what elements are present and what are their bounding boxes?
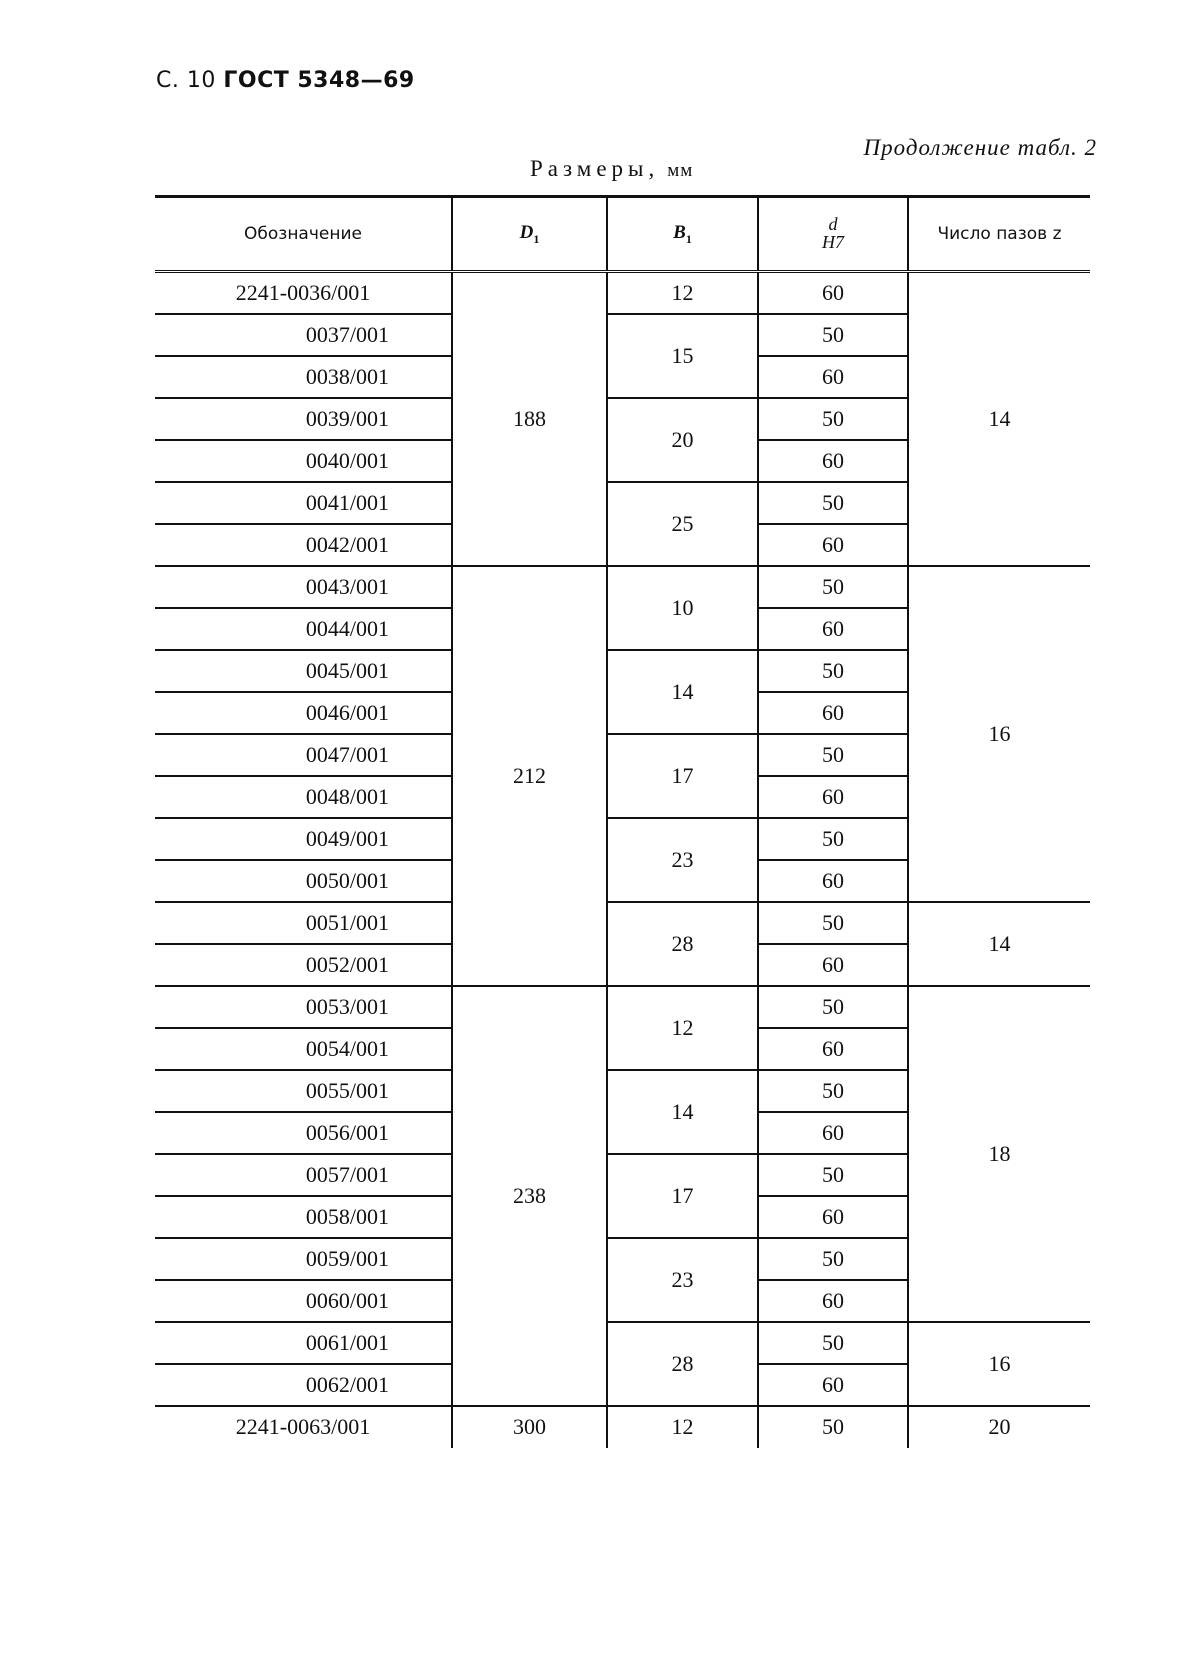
cell-d: 50 — [758, 902, 908, 944]
cell-b1: 12 — [607, 272, 758, 314]
cell-d: 60 — [758, 1364, 908, 1406]
cell-d: 60 — [758, 272, 908, 314]
cell-d1: 188 — [452, 272, 607, 566]
cell-designation: 2241-0063/001 — [155, 1406, 452, 1448]
cell-designation: 0056/001 — [155, 1112, 452, 1154]
table-row — [155, 1406, 1090, 1448]
cell-designation: 0038/001 — [155, 356, 452, 398]
cell-slots: 20 — [908, 1406, 1090, 1448]
cell-designation: 0037/001 — [155, 314, 452, 356]
col-d1-subscript: 1 — [533, 231, 540, 246]
cell-designation: 0051/001 — [155, 902, 452, 944]
cell-d: 60 — [758, 1280, 908, 1322]
cell-designation: 0046/001 — [155, 692, 452, 734]
cell-d: 50 — [758, 566, 908, 608]
cell-designation: 0060/001 — [155, 1280, 452, 1322]
cell-designation: 0042/001 — [155, 524, 452, 566]
cell-d: 50 — [758, 1070, 908, 1112]
cell-d: 60 — [758, 356, 908, 398]
cell-b1: 14 — [607, 650, 758, 734]
cell-designation: 0048/001 — [155, 776, 452, 818]
cell-b1: 28 — [607, 1322, 758, 1406]
page-number: С. 10 — [156, 68, 216, 93]
cell-b1: 23 — [607, 1238, 758, 1322]
cell-designation: 0052/001 — [155, 944, 452, 986]
cell-slots: 16 — [908, 1322, 1090, 1406]
cell-d: 60 — [758, 524, 908, 566]
col-d1-symbol: D — [519, 221, 534, 243]
table-row — [155, 272, 1090, 314]
caption-unit: мм — [667, 160, 694, 181]
standard-number: ГОСТ 5348—69 — [223, 68, 415, 93]
cell-d: 60 — [758, 1028, 908, 1070]
col-d1 — [452, 197, 607, 272]
cell-designation: 0059/001 — [155, 1238, 452, 1280]
table-row — [155, 902, 1090, 944]
cell-d: 50 — [758, 1322, 908, 1364]
cell-designation: 0043/001 — [155, 566, 452, 608]
cell-b1: 14 — [607, 1070, 758, 1154]
cell-b1: 10 — [607, 566, 758, 650]
cell-designation: 2241-0036/001 — [155, 272, 452, 314]
cell-d: 50 — [758, 1154, 908, 1196]
cell-d: 50 — [758, 986, 908, 1028]
cell-designation: 0058/001 — [155, 1196, 452, 1238]
cell-d1: 300 — [452, 1406, 607, 1448]
cell-b1: 15 — [607, 314, 758, 398]
page-header — [156, 68, 415, 93]
cell-designation: 0062/001 — [155, 1364, 452, 1406]
cell-d: 60 — [758, 1196, 908, 1238]
cell-d1: 212 — [452, 566, 607, 986]
cell-designation: 0044/001 — [155, 608, 452, 650]
cell-d: 60 — [758, 860, 908, 902]
cell-d1: 238 — [452, 986, 607, 1406]
table-row — [155, 566, 1090, 608]
col-d-h7 — [758, 197, 908, 272]
cell-designation: 0040/001 — [155, 440, 452, 482]
col-h7-tolerance: H7 — [822, 232, 844, 252]
caption-text: Размеры, — [530, 156, 660, 181]
cell-designation: 0041/001 — [155, 482, 452, 524]
cell-designation: 0049/001 — [155, 818, 452, 860]
table-body — [155, 272, 1090, 1448]
col-designation: Обозначение — [155, 197, 452, 272]
col-b1 — [607, 197, 758, 272]
cell-b1: 23 — [607, 818, 758, 902]
cell-d: 50 — [758, 734, 908, 776]
cell-slots: 18 — [908, 986, 1090, 1322]
cell-slots: 14 — [908, 902, 1090, 986]
cell-designation: 0045/001 — [155, 650, 452, 692]
cell-d: 60 — [758, 692, 908, 734]
cell-b1: 20 — [607, 398, 758, 482]
cell-designation: 0039/001 — [155, 398, 452, 440]
cell-d: 50 — [758, 314, 908, 356]
cell-slots: 14 — [908, 272, 1090, 566]
table-row — [155, 1322, 1090, 1364]
cell-designation: 0055/001 — [155, 1070, 452, 1112]
cell-designation: 0057/001 — [155, 1154, 452, 1196]
table-row — [155, 986, 1090, 1028]
cell-designation: 0047/001 — [155, 734, 452, 776]
table-caption — [530, 156, 693, 182]
cell-slots: 16 — [908, 566, 1090, 902]
cell-d: 60 — [758, 608, 908, 650]
cell-designation: 0054/001 — [155, 1028, 452, 1070]
table-continuation-note: Продолжение табл. 2 — [863, 135, 1097, 160]
cell-d: 50 — [758, 1238, 908, 1280]
cell-b1: 12 — [607, 986, 758, 1070]
cell-designation: 0061/001 — [155, 1322, 452, 1364]
cell-d: 50 — [758, 398, 908, 440]
cell-d: 60 — [758, 440, 908, 482]
col-b1-symbol: B — [673, 221, 686, 243]
col-b1-subscript: 1 — [685, 231, 692, 246]
cell-b1: 12 — [607, 1406, 758, 1448]
cell-d: 50 — [758, 482, 908, 524]
cell-b1: 28 — [607, 902, 758, 986]
cell-d: 60 — [758, 776, 908, 818]
cell-b1: 17 — [607, 1154, 758, 1238]
cell-d: 50 — [758, 1406, 908, 1448]
cell-d: 60 — [758, 944, 908, 986]
cell-b1: 25 — [607, 482, 758, 566]
cell-designation: 0050/001 — [155, 860, 452, 902]
cell-b1: 17 — [607, 734, 758, 818]
table-header-row — [155, 197, 1090, 272]
cell-d: 60 — [758, 1112, 908, 1154]
col-d-symbol: d — [828, 214, 838, 234]
cell-d: 50 — [758, 650, 908, 692]
col-slots: Число пазов z — [908, 197, 1090, 272]
cell-designation: 0053/001 — [155, 986, 452, 1028]
dimensions-table — [155, 195, 1090, 1448]
cell-d: 50 — [758, 818, 908, 860]
